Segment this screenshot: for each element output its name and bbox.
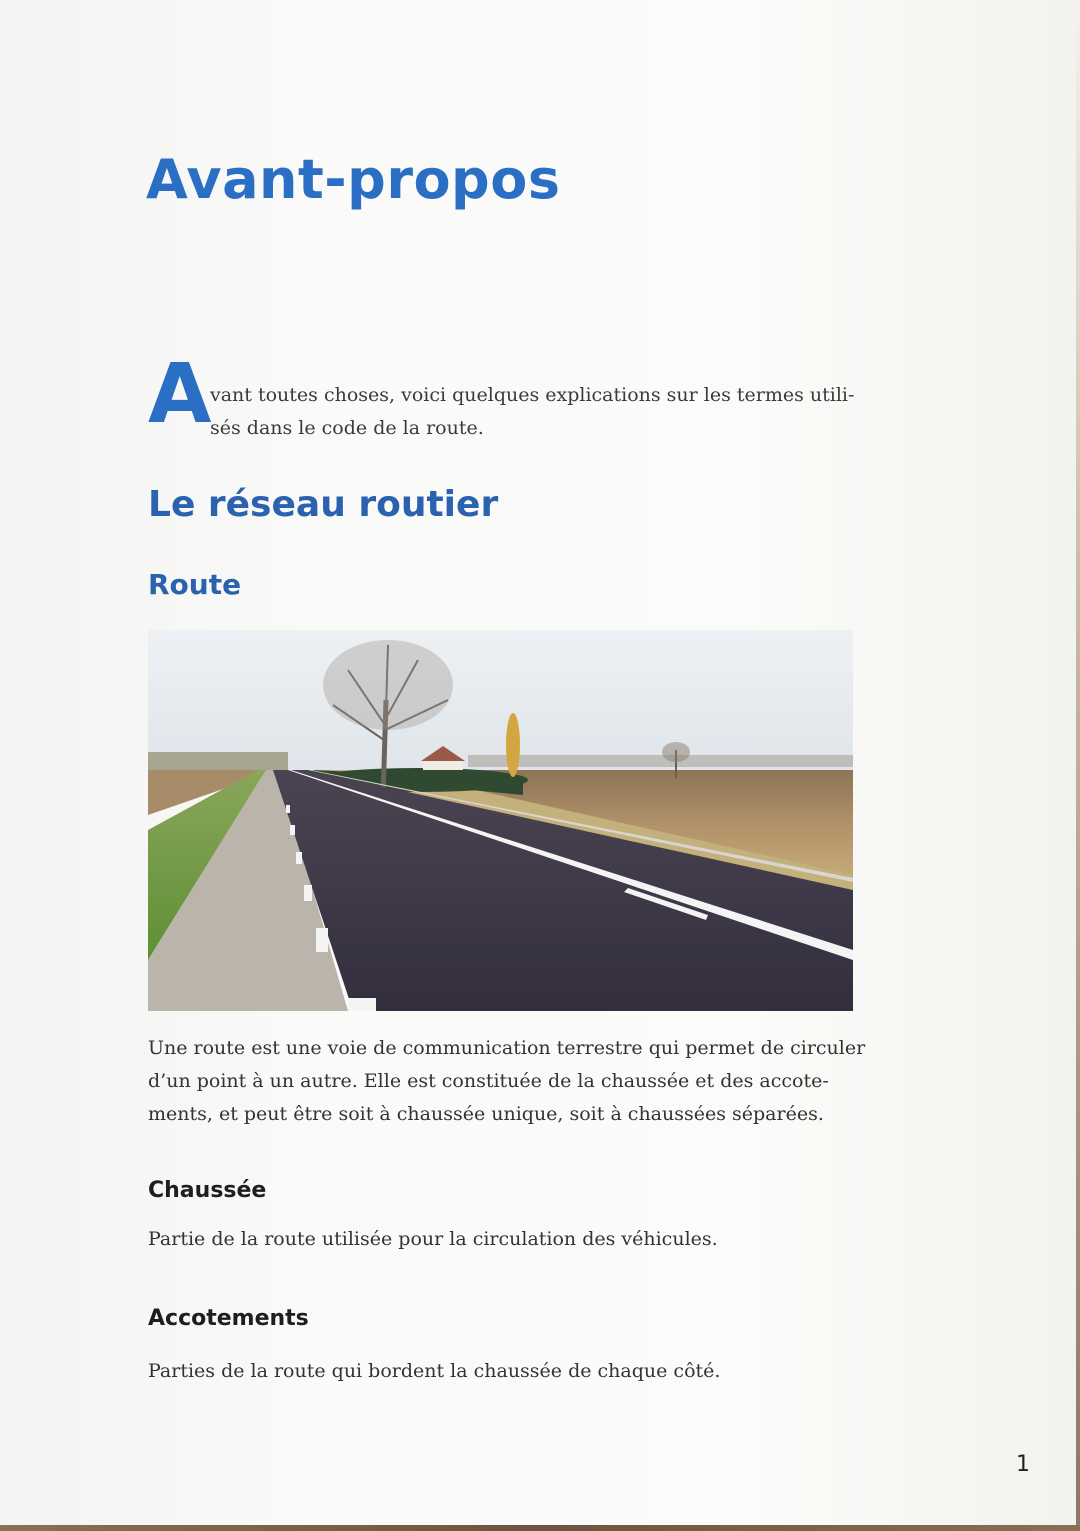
intro-line-2: sés dans le code de la route. — [210, 417, 484, 439]
road-photo — [148, 630, 853, 1011]
drop-cap: A — [148, 347, 212, 442]
page-edge-right — [1076, 0, 1080, 1531]
route-paragraph-line-1: Une route est une voie de communication terrestre qui permet de circuler — [148, 1037, 866, 1059]
subsection-heading: Route — [148, 568, 242, 601]
route-paragraph-line-2: d’un point à un autre. Elle est constituée de la chaussée et des accote- — [148, 1070, 829, 1092]
page-edge-bottom — [0, 1525, 1080, 1531]
definition-chaussee: Partie de la route utilisée pour la circulation des véhicules. — [148, 1228, 718, 1250]
route-paragraph-line-3: ments, et peut être soit à chaussée unique, soit à chaussées séparées. — [148, 1103, 824, 1125]
section-heading: Le réseau routier — [148, 484, 499, 525]
page-number: 1 — [1016, 1452, 1030, 1477]
road-photo-illustration — [148, 630, 853, 1011]
intro-line-1: vant toutes choses, voici quelques explications sur les termes utili- — [210, 384, 855, 406]
term-chaussee: Chaussée — [148, 1178, 267, 1203]
term-accotements: Accotements — [148, 1306, 309, 1331]
definition-accotements: Parties de la route qui bordent la chaussée de chaque côté. — [148, 1360, 721, 1382]
page-title: Avant-propos — [146, 148, 561, 211]
